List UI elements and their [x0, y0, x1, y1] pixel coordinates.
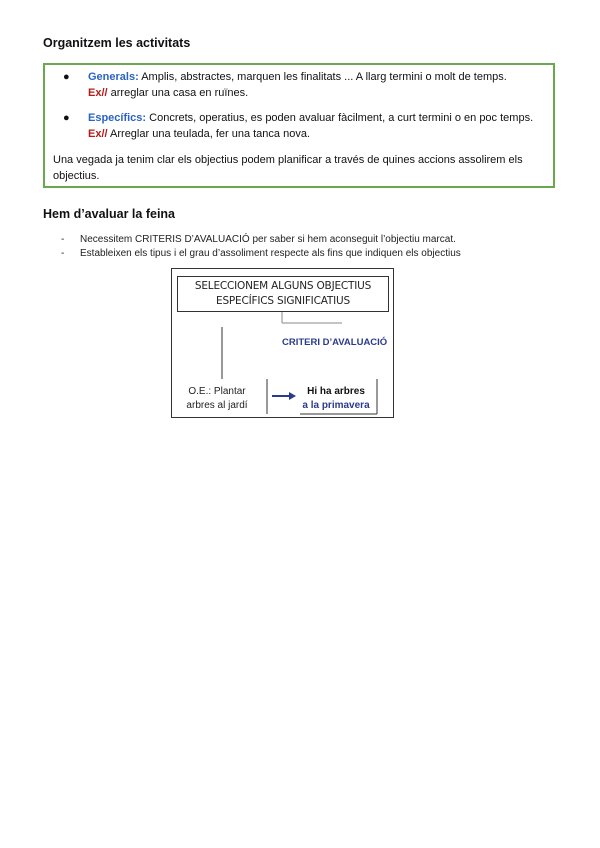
objective-example	[182, 385, 252, 413]
section-heading-activitats: Organitzem les activitats	[43, 36, 191, 50]
example-text: Arreglar una teulada, fer una tanca nova.	[107, 128, 310, 140]
example-label: Ex//	[88, 128, 108, 140]
criteria-example-line2: a la primavera	[302, 400, 370, 411]
criteria-example-line1: Hi ha arbres	[307, 386, 365, 397]
especifics-line	[88, 112, 533, 124]
selection-line2: ESPECÍFICS SIGNIFICATIUS	[216, 295, 350, 307]
especifics-keyword: Específics:	[88, 112, 147, 124]
generals-line	[88, 71, 507, 83]
bullet-icon: ●	[63, 71, 70, 83]
generals-example	[88, 87, 248, 99]
especifics-text: Concrets, operatius, es poden avaluar fàcilment, a curt termini o en poc temps.	[146, 112, 534, 124]
generals-text: Amplis, abstractes, marquen les finalitats ... A llarg termini o molt de temps.	[138, 71, 507, 83]
especifics-example	[88, 128, 310, 140]
objective-line2: arbres al jardí	[186, 400, 248, 411]
section-heading-avaluar: Hem d’avaluar la feina	[43, 207, 176, 221]
selection-box	[177, 276, 389, 312]
objectives-box	[43, 63, 555, 188]
evaluation-diagram	[171, 268, 394, 418]
criteria-item: Estableixen els tipus i el grau d’assoliment respecte als fins que indiquen els objectius	[80, 248, 461, 259]
dash-bullet: -	[61, 248, 65, 259]
planning-paragraph: Una vegada ja tenim clar els objectius podem planificar a través de quines accions assolirem els objectius.	[53, 154, 523, 182]
example-label: Ex//	[88, 87, 108, 99]
criteria-example	[296, 385, 376, 413]
generals-keyword: Generals:	[88, 71, 139, 83]
objective-line1: O.E.: Plantar	[188, 386, 246, 397]
selection-line1: SELECCIONEM ALGUNS OBJECTIUS	[194, 280, 372, 292]
arrow-right-icon	[289, 392, 296, 400]
criteria-label: CRITERI D’AVALUACIÓ	[282, 337, 388, 348]
dash-bullet: -	[61, 234, 65, 245]
criteria-item: Necessitem CRITERIS D’AVALUACIÓ per saber si hem aconseguit l’objectiu marcat.	[80, 234, 456, 245]
example-text: arreglar una casa en ruïnes.	[107, 87, 249, 99]
bullet-icon: ●	[63, 112, 70, 124]
